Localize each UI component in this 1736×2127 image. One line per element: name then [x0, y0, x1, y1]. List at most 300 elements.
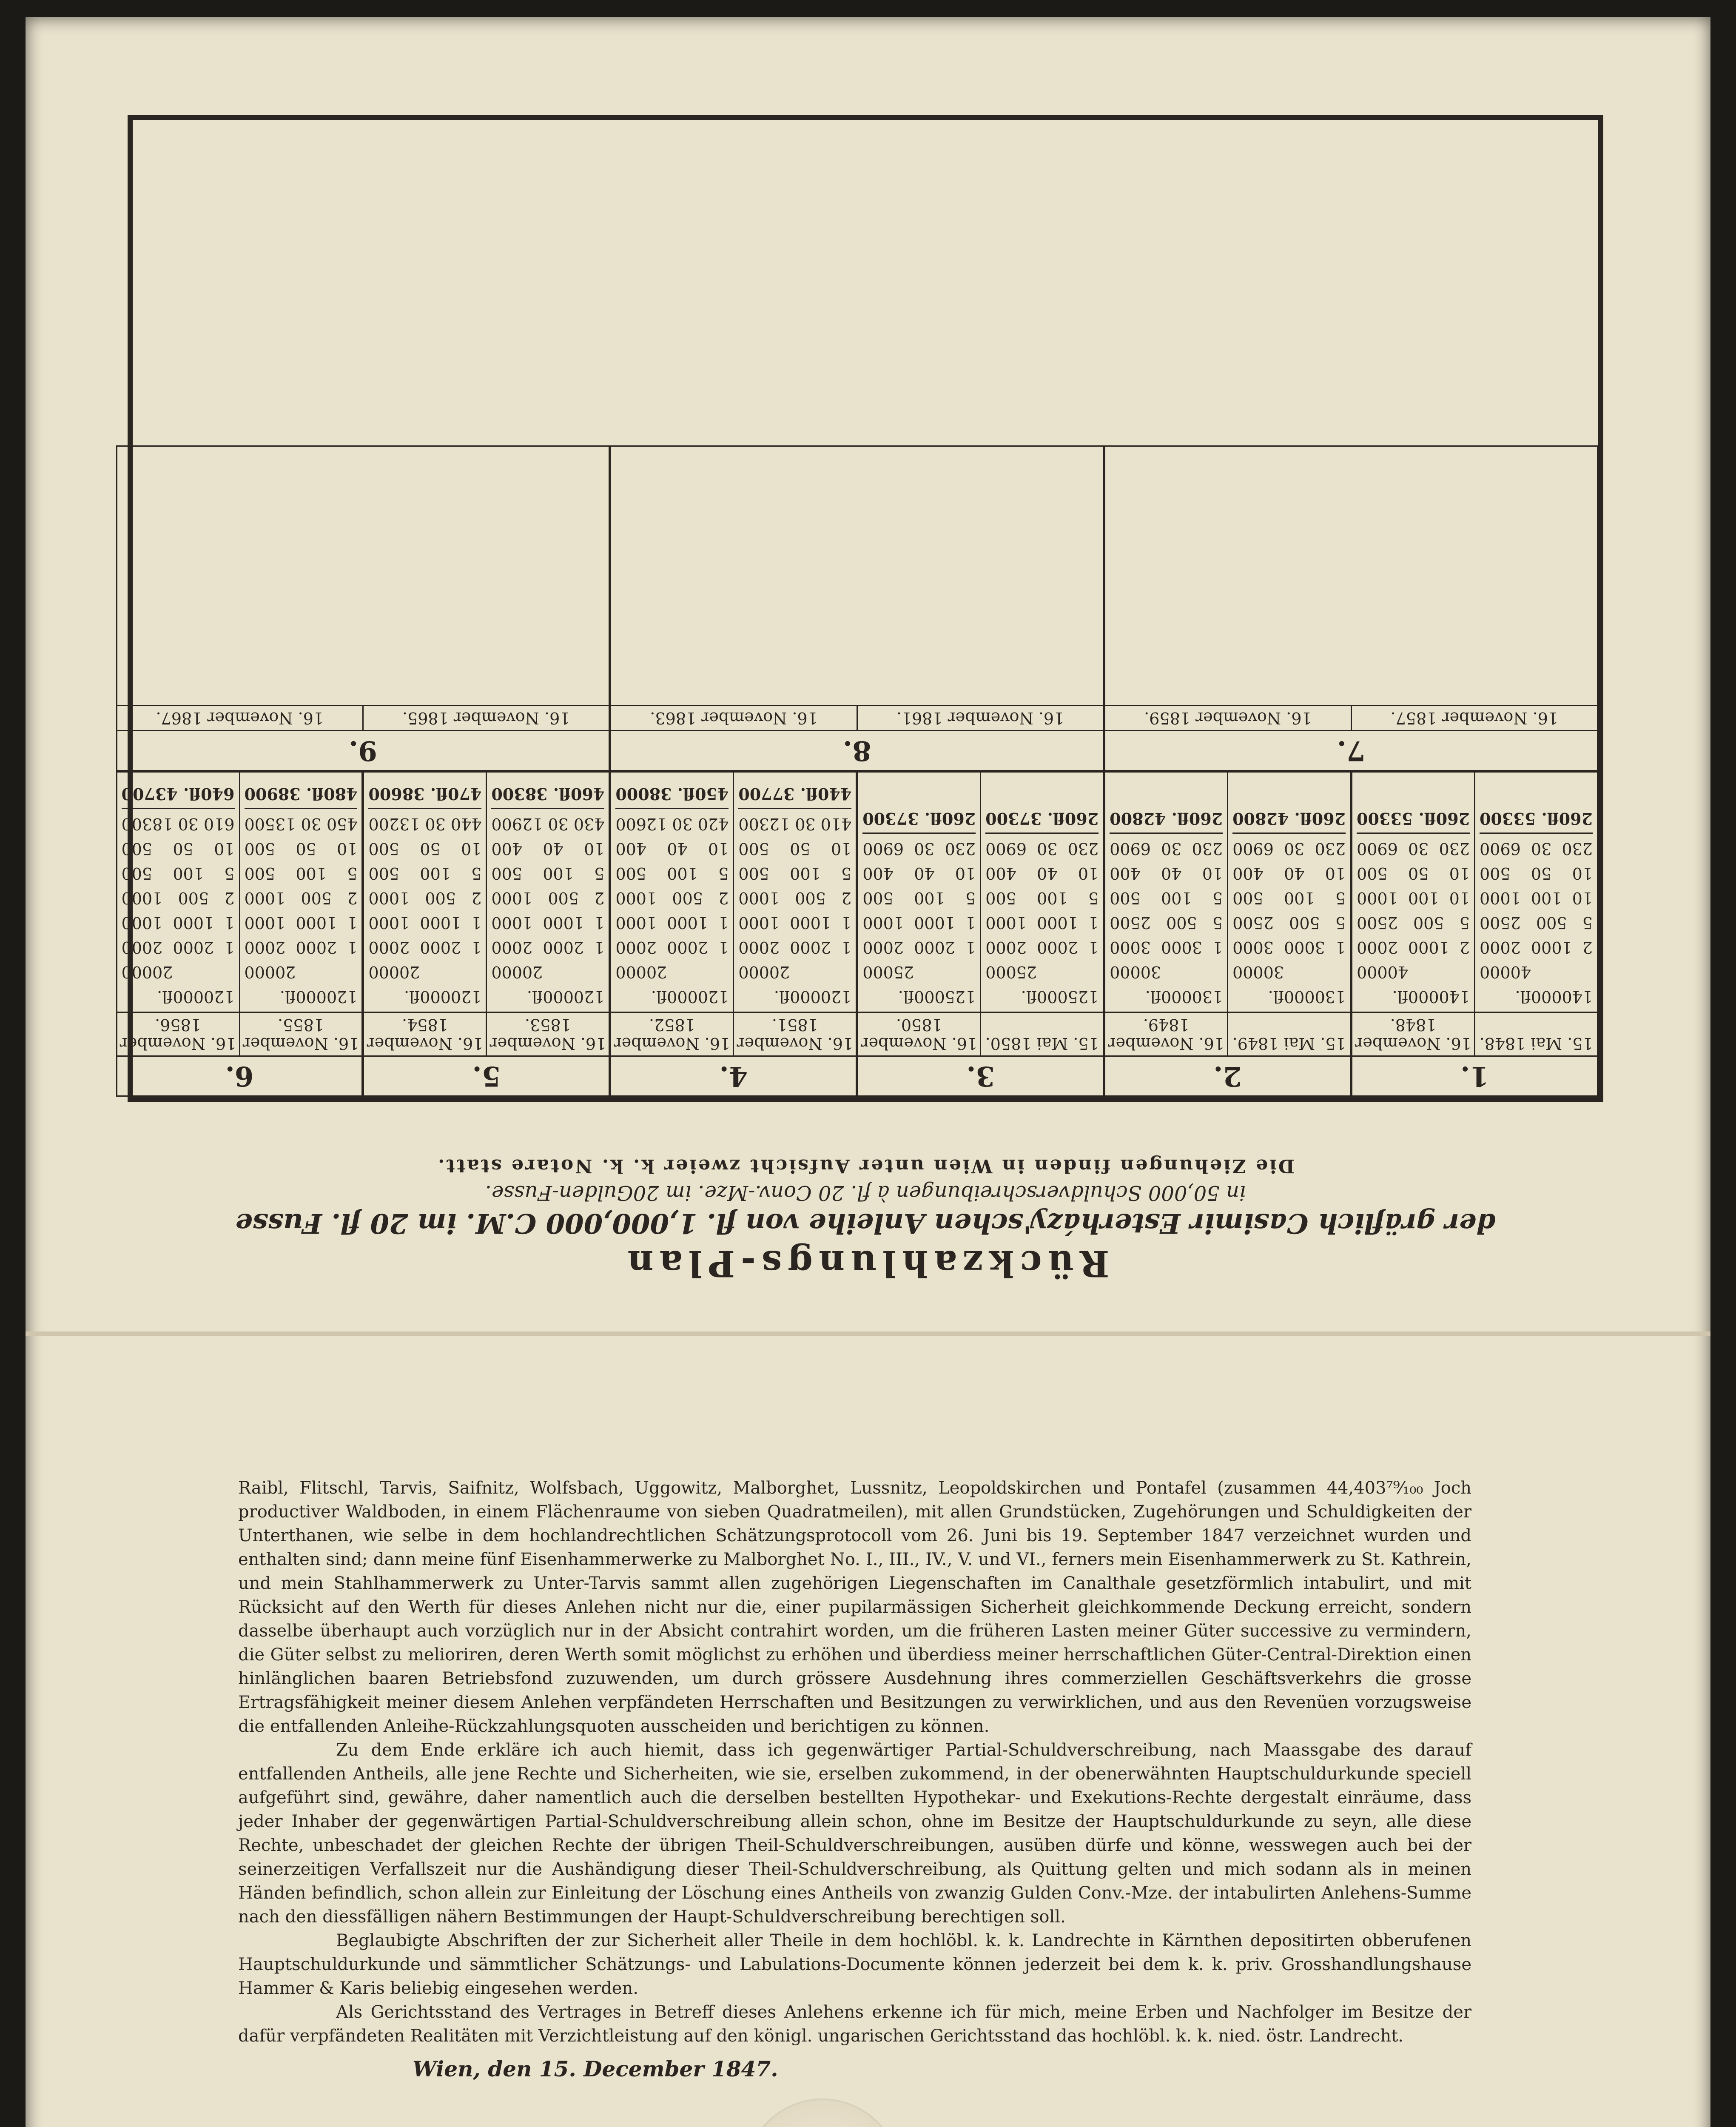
draw-cell: 1: [1088, 987, 1099, 1006]
bond-text-section: [238, 1476, 1471, 2127]
draw-row: [245, 836, 358, 861]
draw-cell: 500: [301, 889, 332, 907]
draw-date: 16. November 1867.: [117, 706, 364, 730]
draw-cell: 100: [790, 864, 821, 883]
draw-total-cell: fl. 37300: [985, 809, 1065, 828]
draw-cell: 5: [347, 864, 358, 883]
draw-total: [1232, 806, 1346, 834]
plan-column: [610, 445, 1104, 771]
draw-cell: 12600: [615, 815, 667, 833]
draw-row: [1110, 935, 1223, 960]
draw-total-cell: fl. 42800: [1232, 809, 1312, 828]
paragraph-1: Raibl, Flitschl, Tarvis, Saifnitz, Wolfsbach, Uggowitz, Malborghet, Lussnitz, Leopoldskirchen und Pontafel (zusammen 44,403⁷⁹⁄₁₀₀ Joch productiver Waldboden, in einem Flächenraume von sieben Quadratmeilen), mit allen Grundstücken, Zugehörungen und Schuldigkeiten der Unterthanen, wie selbe in dem hochlandrechtlichen Schätzungsprotocoll vom 26. Juni bis 19. September 1847 verzeichnet wurden und enthalten sind; dann meine fünf Eisenhammerwerke zu Malborghet No. I., III., IV., V. und VI., ferners mein Eisenhammerwerk zu St. Kathrein, und mein Stahlhammerwerk zu Unter-Tarvis sammt allen zugehörigen Liegenschaften im Canalthale gesetzförmlich intabulirt, und mit Rücksicht auf den Werth für dieses Anlehen nicht nur die, einer pupilarmässigen Sicherheit gleichkommende Deckung erreicht, sondern dasselbe überhaupt auch vorzüglich nur in der Absicht contrahirt worden, um die früheren Lasten meiner Güter successive zu vermindern, die Güter selbst zu melioriren, deren Werth somit möglichst zu erhöhen und überdiess meiner herrschaftlichen Güter-Central-Direktion einen hinlänglichen baaren Betriebsfond zuzuwenden, um durch grössere Ausdehnung ihres commerziellen Geschäftsverkehrs die grosse Ertragsfähigkeit meiner diesem Anlehen verpfändeten Herrschaften und Besitzungen zu verwirklichen, und aus den Revenüen vorzugsweise die entfallenden Anleihe-Rückzahlungsquoten ausscheiden und berichtigen zu können.: [238, 1478, 1471, 1736]
draw-block: [1475, 773, 1597, 1012]
draw-cell: 500: [1289, 913, 1320, 932]
draw-date: 16. November 1865.: [402, 708, 570, 727]
draw-cell: 30: [548, 815, 569, 833]
draw-row: [862, 886, 976, 910]
draw-cell: 1000: [914, 913, 955, 932]
plan-column: [116, 771, 363, 1097]
draw-total-cell: 460: [571, 784, 605, 804]
draw-block: [1105, 773, 1228, 1012]
body-text: [238, 1476, 1471, 2048]
draw-cell: 1: [594, 913, 605, 932]
draw-cell: 18300: [121, 815, 173, 833]
draw-date: 16. November 1856.: [117, 1013, 240, 1055]
paragraph-2: Zu dem Ende erkläre ich auch hiemit, dass ich gegenwärtiger Partial-Schuldverschreibung, nach Maassgabe des darauf entfallenden Antheils, alle jene Rechte und Sicherheiten, wie sie, erselben zukommend, in der obenerwähnten Hauptschuldurkunde speciell aufgeführt sind, gewähre, daher namentlich auch die derselben bestellten Hypothekar- und Exekutions-Rechte dergestalt einräume, dass jeder Inhaber der gegenwärtigen Partial-Schuldverschreibung allein schon, ohne im Besitze der Hauptschuldurkunde zu seyn, alle diese Rechte, unbeschadet der gleichen Rechte der übrigen Theil-Schuldverschreibungen, ausüben dürfe und könne, wesswegen auch bei der seinerzeitigen Verfallszeit nur die Aushändigung dieser Theil-Schuldverschreibung, als Quittung gelten und mich sodann als in meinen Händen befindlich, schon allein zur Einleitung der Löschung eines Antheils von zwanzig Gulden Conv.-Mze. der intabulirten Anlehens-Summe nach den diessfälligen nähern Bestimmungen der Haupt-Schuldverschreibung berechtigen soll.: [238, 1740, 1471, 1927]
draw-cell: 6900: [985, 839, 1027, 858]
draw-cell: 1000: [1037, 913, 1078, 932]
draw-row: [862, 960, 976, 1009]
draw-block: [734, 773, 856, 1012]
plan-column-number: 4.: [611, 1055, 856, 1095]
draw-cell: fl. 40000: [1357, 963, 1408, 1006]
draw-row: [1110, 886, 1223, 910]
plan-title: Rückzahlungs-Plan: [621, 1243, 1110, 1285]
draw-cell: 10: [1572, 889, 1593, 907]
draw-row: [245, 910, 358, 935]
draw-cell: 1000: [738, 913, 780, 932]
draw-row: [862, 935, 976, 960]
draw-row: [985, 886, 1099, 910]
plan-column-number: 7.: [1105, 730, 1597, 770]
draw-cell: 10: [1078, 864, 1099, 883]
draw-cell: fl. 25000: [862, 963, 914, 1006]
draw-cell: 40: [667, 839, 688, 858]
plan-column: [1104, 771, 1351, 1097]
draw-row: [615, 812, 729, 836]
draw-cell: 3000: [1284, 938, 1325, 957]
draw-cell: 50: [1408, 864, 1429, 883]
draw-cell: 2000: [738, 938, 780, 957]
draw-row: [615, 935, 729, 960]
draw-cell: 25000: [1037, 987, 1088, 1006]
draw-cell: 500: [178, 889, 209, 907]
draw-cell: 20000: [543, 987, 595, 1006]
draw-cell: 30: [301, 815, 322, 833]
plan-column-number: 6.: [117, 1055, 362, 1095]
paragraph-3: Beglaubigte Abschriften der zur Sicherheit aller Theile in dem hochlöbl. k. k. Landrechte in Kärnthen depositirten obberufenen Hauptschuldurkunde und sämmtlicher Schätzungs- und Labulations-Documente können jederzeit bei dem k. k. priv. Grosshandlungshause Hammer & Karis beliebig eingesehen werden.: [238, 1931, 1471, 1998]
draw-row: [862, 861, 976, 886]
draw-cell: 400: [862, 864, 894, 883]
draw-cell: 13500: [244, 815, 296, 833]
draw-total: [1480, 806, 1593, 834]
draw-cell: 1000: [121, 913, 163, 932]
draw-cell: 30: [1531, 839, 1552, 858]
draw-cell: 1: [1335, 987, 1346, 1006]
draw-row: [122, 960, 235, 1009]
draw-block: [1228, 773, 1350, 1012]
draw-cell: fl. 20000: [121, 963, 173, 1006]
plan-column: [116, 445, 610, 771]
draw-cell: 10: [1202, 864, 1223, 883]
draw-cell: 500: [672, 889, 703, 907]
draw-total-cell: 260: [1189, 809, 1223, 828]
draw-cell: 40: [543, 839, 563, 858]
draw-cell: 40: [1037, 864, 1058, 883]
draw-cell: 30: [1408, 839, 1429, 858]
draw-row: [738, 960, 851, 1009]
draw-cell: 1: [1459, 987, 1470, 1006]
draw-cell: 2: [718, 889, 729, 907]
draw-cell: 30000: [1284, 987, 1335, 1006]
draw-row: [615, 836, 729, 861]
draw-cell: 10: [831, 839, 852, 858]
draw-cell: 50: [790, 839, 811, 858]
draw-total-cell: fl. 43700: [121, 784, 201, 804]
draw-cell: 500: [121, 864, 153, 883]
paragraph-4: Als Gerichtsstand des Vertrages in Betreff dieses Anlehens erkenne ich für mich, meine Erben und Nachfolger im Besitze der dafür verpfändeten Realitäten mit Verzichtleistung auf den königl. ungarischen Gerichtsstand das hochlöbl. k. k. nied. östr. Landrecht.: [238, 2002, 1471, 2046]
plan-column-number: 2.: [1105, 1055, 1350, 1095]
draw-cell: 2000: [615, 938, 657, 957]
draw-cell: 2: [1459, 938, 1470, 957]
draw-cell: 1000: [368, 913, 410, 932]
draw-cell: 30: [914, 839, 935, 858]
draw-cell: 25000: [914, 987, 966, 1006]
draw-cell: 40000: [1408, 987, 1460, 1006]
draw-cell: 2: [594, 889, 605, 907]
draw-cell: 400: [615, 839, 646, 858]
draw-cell: 1000: [244, 889, 286, 907]
draw-cell: 10: [1572, 864, 1593, 883]
draw-cell: 1: [718, 938, 729, 957]
draw-row: [491, 812, 604, 836]
draw-cell: 100: [296, 864, 327, 883]
draw-cell: 100: [1037, 889, 1068, 907]
draw-cell: fl. 20000: [615, 963, 667, 1006]
draw-row: [1232, 910, 1346, 935]
draw-cell: 500: [1536, 913, 1567, 932]
draw-cell: 100: [914, 889, 945, 907]
draw-cell: fl. 20000: [244, 963, 296, 1006]
draw-date: 16. November 1855.: [242, 1015, 359, 1053]
draw-cell: 500: [738, 864, 769, 883]
draw-cell: 30: [672, 815, 693, 833]
draw-total-cell: fl. 37300: [862, 809, 942, 828]
place-date: Wien, den 15. December 1847.: [413, 2056, 778, 2081]
draw-row: [122, 935, 235, 960]
draw-date: 16. November 1850.: [858, 1013, 981, 1055]
draw-cell: 500: [425, 889, 456, 907]
draw-cell: 410: [820, 815, 852, 833]
draw-cell: 500: [244, 864, 276, 883]
draw-total-cell: fl. 38300: [491, 784, 571, 804]
draw-cell: 500: [121, 839, 153, 858]
draw-cell: 5: [594, 864, 605, 883]
draw-cell: 6900: [1110, 839, 1151, 858]
draw-row: [122, 836, 235, 861]
draw-cell: 1: [471, 987, 482, 1006]
draw-cell: 1: [224, 913, 235, 932]
draw-cell: 500: [1357, 864, 1388, 883]
draw-cell: 440: [450, 815, 482, 833]
draw-row: [985, 960, 1099, 1009]
plan-column: [1351, 771, 1598, 1097]
draw-cell: 2500: [1480, 913, 1521, 932]
draw-row: [738, 812, 851, 836]
draw-row: [1357, 886, 1470, 910]
draw-row: [738, 886, 851, 910]
draw-cell: 1000: [1480, 889, 1521, 907]
draw-cell: 500: [985, 889, 1016, 907]
draw-cell: 100: [1408, 889, 1439, 907]
draw-cell: 10: [337, 839, 358, 858]
draw-cell: 1000: [1408, 938, 1449, 957]
draw-cell: 6900: [1357, 839, 1398, 858]
draw-cell: 1: [224, 987, 235, 1006]
draw-cell: 1000: [1531, 938, 1572, 957]
draw-cell: 2000: [914, 938, 955, 957]
draw-row: [1480, 861, 1593, 886]
plan-column-body: [611, 773, 856, 1012]
plan-column-dates: [1105, 705, 1597, 730]
draw-cell: fl. 20000: [491, 963, 543, 1006]
draw-cell: 10: [955, 864, 976, 883]
draw-cell: 500: [862, 889, 894, 907]
draw-cell: 12300: [738, 815, 790, 833]
draw-cell: 500: [1166, 913, 1197, 932]
draw-cell: 1: [471, 913, 482, 932]
draw-cell: 1: [1212, 938, 1223, 957]
draw-row: [615, 861, 729, 886]
draw-date: 16. November 1854.: [364, 1013, 487, 1055]
draw-cell: 5: [1335, 889, 1346, 907]
draw-cell: 1000: [985, 913, 1027, 932]
draw-cell: 3000: [1161, 938, 1202, 957]
draw-cell: 500: [1413, 913, 1444, 932]
draw-cell: 1: [718, 913, 729, 932]
draw-cell: 10: [708, 839, 729, 858]
draw-row: [1232, 960, 1346, 1009]
draw-cell: 30: [795, 815, 816, 833]
draw-row: [245, 960, 358, 1009]
plan-column: [610, 771, 857, 1097]
draw-row: [738, 935, 851, 960]
draw-total: [615, 781, 729, 809]
draw-row: [368, 910, 481, 935]
draw-cell: 100: [667, 864, 698, 883]
draw-row: [738, 910, 851, 935]
draw-cell: 100: [1161, 889, 1192, 907]
draw-cell: 2000: [173, 938, 214, 957]
draw-cell: 1000: [738, 889, 780, 907]
draw-block: [117, 773, 240, 1012]
draw-cell: 40: [1161, 864, 1182, 883]
draw-row: [245, 886, 358, 910]
draw-row: [122, 861, 235, 886]
draw-cell: fl. 30000: [1232, 963, 1284, 1006]
draw-cell: 1: [347, 938, 358, 957]
draw-date: 15. Mai 1848.: [1479, 1034, 1593, 1053]
draw-cell: 10: [1449, 864, 1470, 883]
draw-cell: 1000: [667, 913, 708, 932]
draw-row: [368, 935, 481, 960]
draw-total-cell: 260: [1559, 809, 1593, 828]
draw-cell: 2000: [1357, 938, 1398, 957]
draw-block: [981, 773, 1103, 1012]
draw-cell: 400: [1232, 864, 1264, 883]
draw-total: [862, 806, 976, 834]
draw-cell: 2000: [1037, 938, 1078, 957]
draw-row: [1232, 886, 1346, 910]
draw-cell: 230: [945, 839, 976, 858]
draw-row: [1357, 836, 1470, 861]
draw-total-cell: 260: [1436, 809, 1470, 828]
draw-total-cell: 640: [201, 784, 235, 804]
draw-cell: 2: [1582, 938, 1593, 957]
plan-subtitle-2: in 50,000 Schuldverschreibungen à fl. 20 Conv.-Mze. im 20Gulden-Fusse.: [485, 1181, 1246, 1205]
draw-block: [364, 773, 487, 1012]
draw-row: [368, 960, 481, 1009]
draw-block: [1352, 773, 1475, 1012]
draw-total-cell: fl. 42800: [1110, 809, 1189, 828]
draw-cell: 30: [178, 815, 199, 833]
draw-cell: 2000: [667, 938, 708, 957]
plan-column-number: 1.: [1352, 1055, 1597, 1095]
plan-column-dates: [1352, 1012, 1597, 1055]
draw-row: [1480, 836, 1593, 861]
draw-date: 16. November 1857.: [1390, 708, 1559, 727]
draw-cell: 30: [1161, 839, 1182, 858]
draw-row: [122, 886, 235, 910]
draw-total-cell: 480: [324, 784, 358, 804]
draw-cell: 6900: [1480, 839, 1521, 858]
draw-date: 16. November 1849.: [1105, 1013, 1228, 1055]
draw-cell: 2000: [121, 938, 163, 957]
draw-total-cell: fl. 38000: [615, 784, 695, 804]
draw-cell: 500: [244, 839, 276, 858]
draw-cell: 2000: [420, 938, 461, 957]
draw-row: [1110, 861, 1223, 886]
draw-cell: 430: [573, 815, 605, 833]
draw-cell: 1: [1088, 913, 1099, 932]
plan-column-number: 8.: [611, 730, 1103, 770]
draw-cell: 500: [368, 839, 400, 858]
draw-row: [1357, 861, 1470, 886]
draw-cell: 2000: [491, 938, 533, 957]
plan-column-dates: [364, 1012, 609, 1055]
draw-cell: 2000: [244, 938, 286, 957]
draw-row: [1110, 836, 1223, 861]
draw-cell: 230: [1439, 839, 1470, 858]
draw-date: 16. November 1861.: [896, 708, 1064, 727]
draw-row: [1110, 960, 1223, 1009]
draw-cell: 100: [1531, 889, 1562, 907]
draw-row: [615, 910, 729, 935]
draw-cell: 1: [347, 987, 358, 1006]
draw-cell: 400: [1110, 864, 1141, 883]
draw-row: [245, 812, 358, 836]
draw-cell: fl. 30000: [1110, 963, 1161, 1006]
draw-row: [985, 861, 1099, 886]
draw-date: 16. November 1851.: [737, 1015, 854, 1053]
draw-cell: 1000: [862, 913, 904, 932]
draw-cell: 10: [214, 839, 235, 858]
draw-row: [615, 886, 729, 910]
draw-block: [487, 773, 609, 1012]
draw-total: [738, 781, 851, 809]
draw-block: [611, 773, 734, 1012]
draw-cell: 500: [738, 839, 769, 858]
draw-cell: 500: [1110, 889, 1141, 907]
draw-cell: fl. 20000: [368, 963, 420, 1006]
draw-cell: 50: [420, 839, 441, 858]
draw-row: [491, 960, 604, 1009]
draw-cell: 30: [1284, 839, 1305, 858]
draw-cell: 400: [491, 839, 522, 858]
draw-cell: 500: [1480, 864, 1511, 883]
draw-cell: 1000: [615, 913, 657, 932]
draw-total: [1110, 806, 1223, 834]
draw-total-cell: 450: [695, 784, 729, 804]
draw-cell: 1: [965, 913, 976, 932]
draw-block: [240, 773, 362, 1012]
draw-total-cell: fl. 38900: [244, 784, 324, 804]
plan-column: [363, 771, 610, 1097]
draw-cell: 40: [1284, 864, 1305, 883]
draw-total: [122, 781, 235, 809]
draw-cell: 2: [224, 889, 235, 907]
draw-cell: 5: [1088, 889, 1099, 907]
draw-cell: 10: [1325, 864, 1346, 883]
draw-row: [1357, 960, 1470, 1009]
draw-cell: 1000: [1357, 889, 1398, 907]
draw-cell: 1000: [615, 889, 657, 907]
draw-cell: 30: [425, 815, 446, 833]
draw-row: [368, 812, 481, 836]
draw-cell: 2500: [1110, 913, 1151, 932]
draw-cell: 1000: [491, 889, 533, 907]
draw-cell: 2: [841, 889, 852, 907]
draw-cell: 1000: [244, 913, 286, 932]
draw-row: [368, 836, 481, 861]
plan-column-dates: [1105, 1012, 1350, 1055]
draw-cell: 500: [615, 864, 646, 883]
draw-cell: 1000: [368, 889, 410, 907]
draw-cell: 6900: [862, 839, 904, 858]
draw-cell: 420: [697, 815, 729, 833]
plan-subtitle: der gräflich Casimir Esterházy'schen Anleihe von fl. 1,000,000 C.M. im 20 fl. Fusse: [235, 1207, 1496, 1239]
draw-row: [1232, 836, 1346, 861]
draw-cell: 5: [1459, 913, 1470, 932]
draw-cell: 1: [1088, 938, 1099, 957]
draw-row: [1480, 886, 1593, 910]
draw-total-cell: fl. 53300: [1357, 809, 1436, 828]
draw-cell: 610: [203, 815, 235, 833]
draw-date: 16. November 1863.: [611, 706, 857, 730]
draw-cell: 13200: [368, 815, 420, 833]
draw-cell: 100: [420, 864, 451, 883]
draw-cell: 230: [1315, 839, 1346, 858]
draw-cell: 10: [584, 839, 605, 858]
draw-row: [491, 935, 604, 960]
draw-row: [491, 836, 604, 861]
draw-cell: 1: [965, 987, 976, 1006]
plan-note: Die Ziehungen finden in Wien unter Aufsicht zweier k. k. Notare statt.: [436, 1155, 1295, 1177]
draw-row: [1232, 861, 1346, 886]
draw-cell: 20000: [173, 987, 225, 1006]
draw-cell: 100: [173, 864, 204, 883]
draw-row: [245, 861, 358, 886]
draw-cell: 1: [965, 938, 976, 957]
draw-row: [491, 886, 604, 910]
plan-column-body: [1105, 447, 1597, 704]
draw-cell: 1000: [173, 913, 214, 932]
draw-cell: 500: [368, 864, 400, 883]
draw-date: 16. November 1848.: [1352, 1013, 1475, 1055]
draw-row: [1480, 935, 1593, 960]
draw-cell: 100: [1284, 889, 1315, 907]
